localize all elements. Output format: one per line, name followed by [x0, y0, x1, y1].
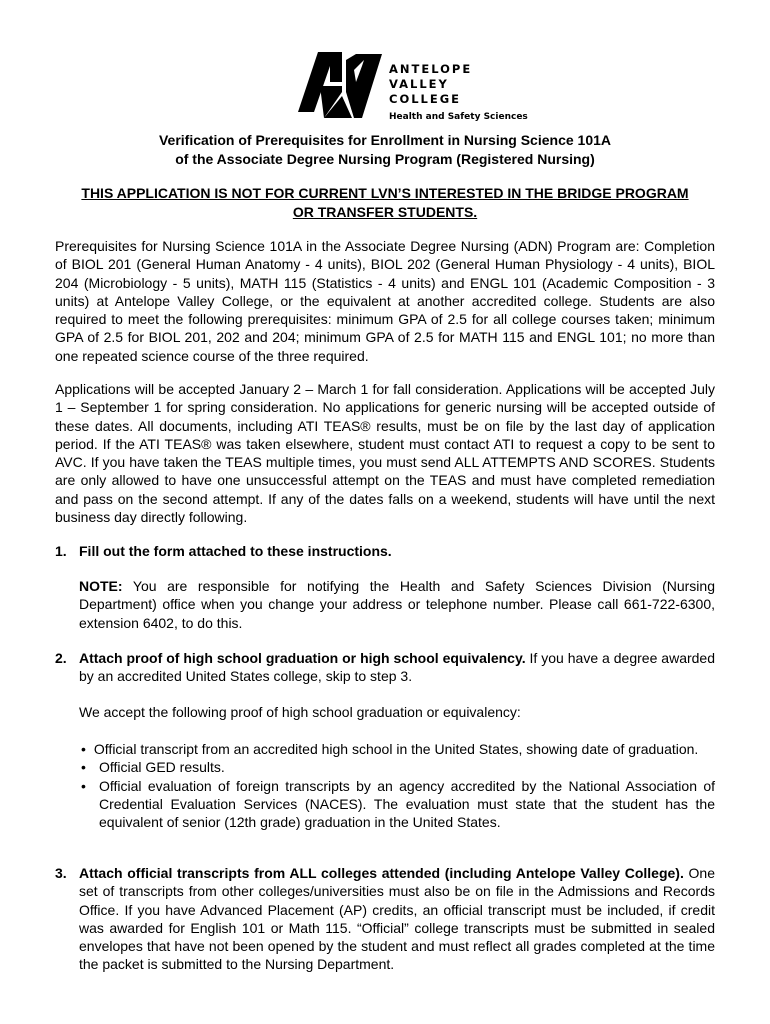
step-3-text: One set of transcripts from other colleges/universities must also be on file in the Admissions and Records Office. If you have Advanced Placement (AP) credits, an official transcript must be included, if credit was awarded for English 101 or Math 115. “Official” college transcripts must be submitted in sealed envelopes that have not been opened by the student and must reflect all grades completed at the time the packet is submitted to the Nursing Department. — [79, 865, 715, 973]
logo-wordmark — [389, 62, 472, 107]
step-2-body — [79, 649, 715, 686]
step-1-note — [79, 577, 715, 632]
notice-line-1: THIS APPLICATION IS NOT FOR CURRENT LVN’S INTERESTED IN THE BRIDGE PROGRAM — [81, 185, 689, 201]
bullet-icon: • — [81, 741, 86, 757]
step-2-heading: Attach proof of high school graduation or high school equivalency. — [79, 650, 526, 666]
logo-line-1: ANTELOPE — [389, 62, 473, 76]
notice-line-2: OR TRANSFER STUDENTS. — [292, 204, 478, 220]
step-3 — [55, 864, 715, 974]
prerequisites-paragraph: Prerequisites for Nursing Science 101A in the Associate Degree Nursing (ADN) Program are: Completion of BIOL 201 (General Human Anatomy - 4 units), BIOL 202 (General Human Physiology - 4 units), BIOL 204 (Microbiology - 5 units), MATH 115 (Statistics - 4 units) and ENGL 101 (Academic Composition - 3 units) at Antelope Valley College, or the equivalent at another accredited college. Students are also required to meet the following prerequisites: minimum GPA of 2.5 for all college courses taken; minimum GPA of 2.5 for BIOL 201, 202 and 204; minimum GPA of 2.5 for MATH 115 and ENGL 101; no more than one repeated science course of the three required. — [55, 238, 715, 364]
title-line-2: of the Associate Degree Nursing Program (Registered Nursing) — [175, 151, 595, 167]
step-3-heading: Attach official transcripts from ALL colleges attended (including Antelope Valley College). — [79, 865, 684, 881]
bullet-icon: • — [81, 777, 86, 794]
step-3-number: 3. — [55, 865, 67, 881]
logo-line-2: VALLEY — [389, 77, 449, 91]
step-1 — [55, 542, 715, 560]
step-2-number: 2. — [55, 650, 67, 666]
logo-mark-icon — [296, 52, 386, 118]
college-logo — [296, 52, 526, 128]
applications-paragraph: Applications will be accepted January 2 – March 1 for fall consideration. Applications will be accepted July 1 – September 1 for spring consideration. No applications for generic nursing will be accepted outside of these dates. All documents, including ATI TEAS® results, must be on file by the last day of application period. If the ATI TEAS® was taken elsewhere, student must contact ATI to request a copy to be sent to AVC. If you have taken the TEAS multiple times, you must send ALL ATTEMPTS AND SCORES. Students are only allowed to have one unsuccessful attempt on the TEAS and must have completed remediation and pass on the second attempt. If any of the dates falls on a weekend, students will have until the next business day directly following. — [55, 381, 715, 526]
list-item — [79, 758, 715, 776]
list-item — [79, 740, 715, 758]
bullet-icon: • — [81, 759, 86, 776]
note-label: NOTE: — [79, 578, 123, 594]
proof-item-1: Official transcript from an accredited high school in the United States, showing date of graduation. — [93, 741, 699, 757]
proof-list — [79, 740, 715, 831]
note-text: You are responsible for notifying the Health and Safety Sciences Division (Nursing Department) office when you change your address or telephone number. Please call 661-722-6300, extension 6402, to do this. — [79, 578, 715, 631]
logo-subtitle: Health and Safety Sciences — [389, 112, 528, 122]
title-line-1: Verification of Prerequisites for Enrollment in Nursing Science 101A — [158, 132, 611, 148]
application-notice — [55, 184, 715, 222]
page-title — [55, 131, 715, 169]
proof-item-2: Official GED results. — [99, 759, 225, 776]
step-1-heading: Fill out the form attached to these instructions. — [79, 543, 392, 559]
step-2-text: If you have a degree awarded by an accredited United States college, skip to step 3. — [79, 650, 716, 685]
list-item — [79, 777, 715, 832]
step-3-body — [79, 864, 715, 974]
proof-item-3: Official evaluation of foreign transcripts by an agency accredited by the National Association of Credential Evaluation Services (NACES). The evaluation must state that the student has the equivalent of senior (12th grade) graduation in the United States. — [99, 777, 715, 831]
step-2-accept-text: We accept the following proof of high school graduation or equivalency: — [79, 704, 521, 720]
step-2 — [55, 649, 715, 686]
step-1-number: 1. — [55, 543, 67, 559]
logo-line-3: COLLEGE — [389, 92, 462, 106]
